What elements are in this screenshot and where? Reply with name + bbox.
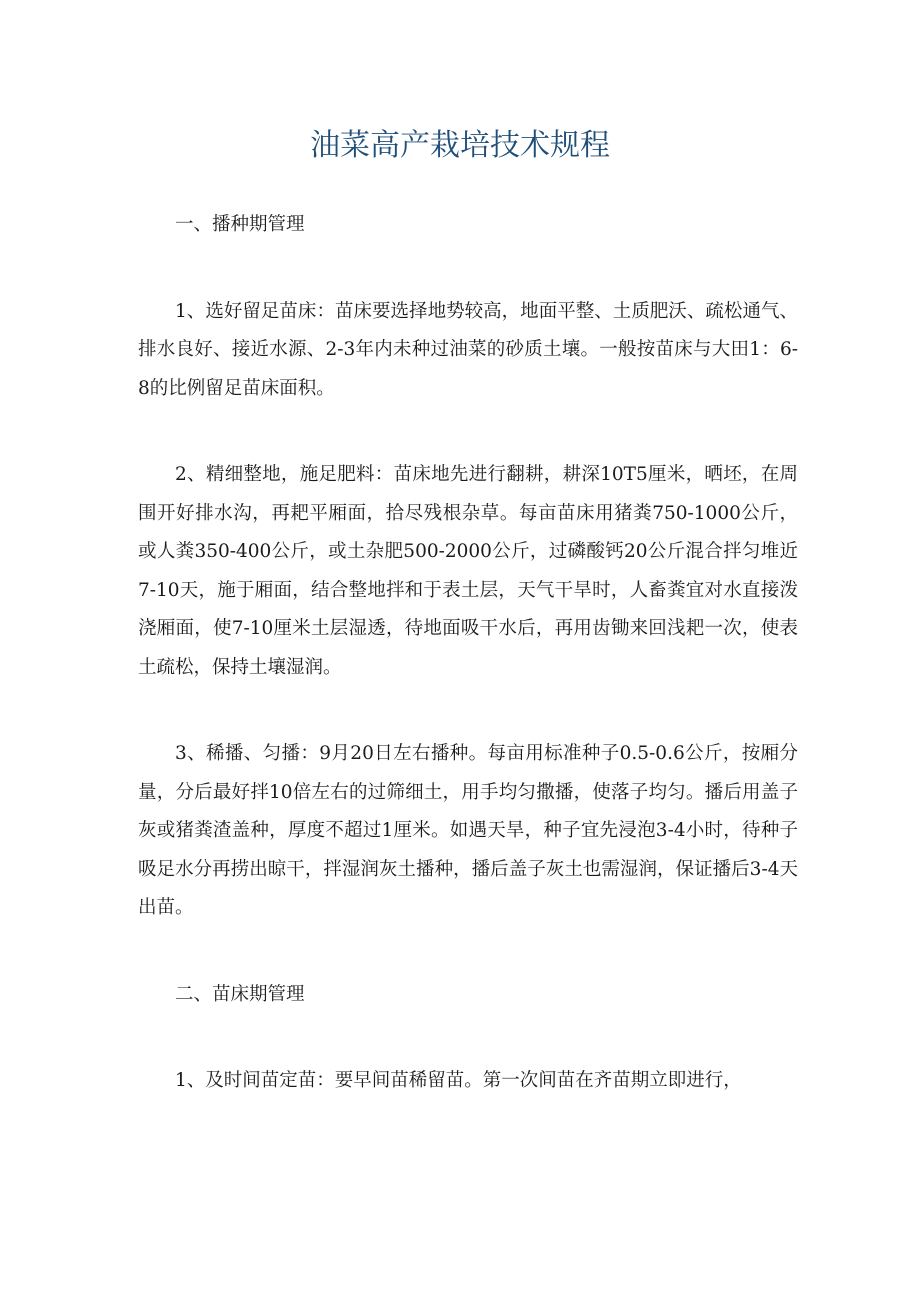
paragraph: 1、选好留足苗床：苗床要选择地势较高，地面平整、土质肥沃、疏松通气、排水良好、接近水源、2-3年内未种过油菜的砂质土壤。一般按苗床与大田1：6-8的比例留足苗床面积。 [138,300,798,399]
section-heading: 一、播种期管理 [175,214,305,235]
paragraph: 2、精细整地，施足肥料：苗床地先进行翻耕，耕深10T5厘米，晒坯，在周围开好排水沟，再耙平厢面，拾尽残根杂草。每亩苗床用猪粪750-1000公斤，或人粪350-400公斤，或土杂肥500-2000公斤，过磷酸钙20公斤混合拌匀堆近7-10天，施于厢面，结合整地拌和于表土层，天气干旱时，人畜粪宜对水直接泼浇厢面，使7-10厘米土层湿透，待地面吸干水后，再用齿锄来回浅耙一次，使表土疏松，保持土壤湿润。 [138,464,798,678]
section-heading: 二、苗床期管理 [175,983,305,1005]
document-title: 油菜高产栽培技术规程 [310,128,610,163]
paragraph: 1、及时间苗定苗：要早间苗稀留苗。第一次间苗在齐苗期立即进行， [175,1070,742,1091]
document-body [138,206,798,1149]
paragraph: 3、稀播、匀播：9月20日左右播种。每亩用标准种子0.5-0.6公斤，按厢分量，分后最好拌10倍左右的过筛细土，用手均匀撒播，使落子均匀。播后用盖子灰或猪粪渣盖种，厚度不超过1厘米。如遇天旱，种子宜先浸泡3-4小时，待种子吸足水分再捞出晾干，拌湿润灰土播种，播后盖子灰土也需湿润，保证播后3-4天出苗。 [138,743,798,918]
